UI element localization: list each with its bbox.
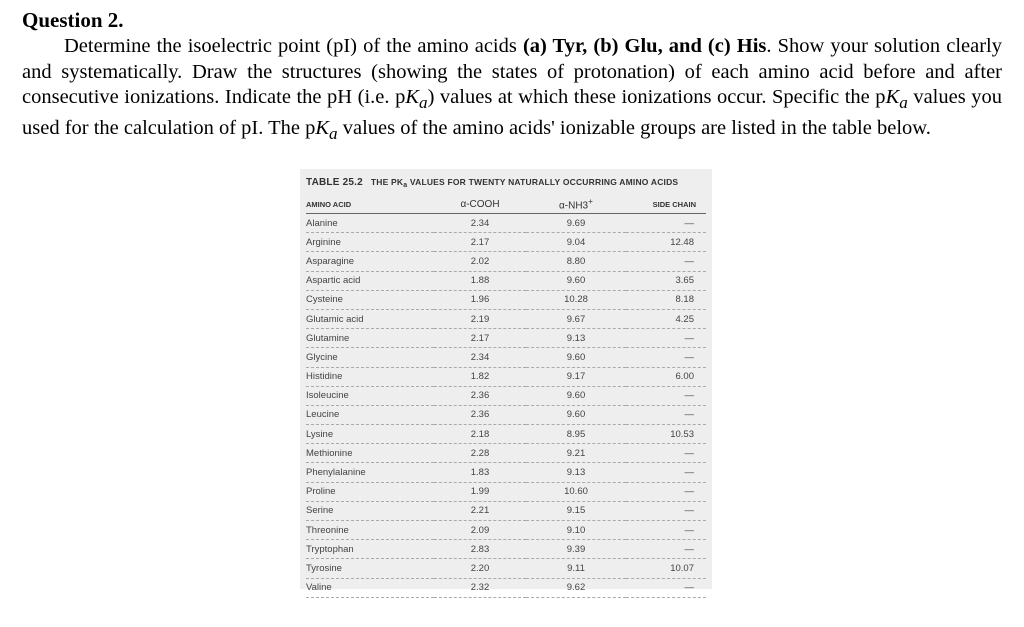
cell-nh3: 9.67 [526,309,626,328]
header-nh3-text: α-NH3 [559,200,589,212]
cell-cooh: 2.19 [434,309,526,328]
cell-side-chain: — [626,463,706,482]
cell-amino-acid: Proline [306,482,434,501]
cell-amino-acid: Tryptophan [306,540,434,559]
cell-nh3: 9.60 [526,348,626,367]
q-text-1: Determine the isoelectric point (pI) of the amino acids [64,35,523,57]
cell-side-chain: 10.07 [626,559,706,578]
cell-cooh: 2.02 [434,252,526,271]
cell-amino-acid: Cysteine [306,290,434,309]
cell-side-chain: — [626,386,706,405]
table-row [306,214,706,233]
cell-cooh: 2.20 [434,559,526,578]
cell-side-chain: — [626,578,706,597]
cell-cooh: 2.32 [434,578,526,597]
pka-table [306,195,706,598]
table-row [306,425,706,444]
cell-nh3: 9.15 [526,501,626,520]
cell-cooh: 2.18 [434,425,526,444]
cell-amino-acid: Glycine [306,348,434,367]
cell-cooh: 2.17 [434,329,526,348]
table-row [306,444,706,463]
table-row [306,501,706,520]
cell-cooh: 1.83 [434,463,526,482]
cell-side-chain: 10.53 [626,425,706,444]
cell-side-chain: — [626,540,706,559]
cell-side-chain: — [626,405,706,424]
table-header-row [306,195,706,214]
table-row [306,386,706,405]
cell-side-chain: — [626,444,706,463]
table-row [306,271,706,290]
q-text-3: ) values at which these ionizations occur. Specific the p [427,86,886,108]
cell-cooh: 2.28 [434,444,526,463]
table-row [306,367,706,386]
cell-nh3: 9.60 [526,271,626,290]
cell-cooh: 2.34 [434,348,526,367]
cell-amino-acid: Arginine [306,233,434,252]
cell-side-chain: 3.65 [626,271,706,290]
ka-subscript: a [419,93,428,113]
table-row [306,559,706,578]
cell-side-chain: — [626,521,706,540]
q-text-5: values of the amino acids' ionizable groups are listed in the table below. [337,116,931,139]
question-document [22,8,1002,146]
cell-nh3: 9.60 [526,386,626,405]
cell-amino-acid: Alanine [306,214,434,233]
cell-side-chain: — [626,252,706,271]
cell-side-chain: — [626,501,706,520]
table-row [306,290,706,309]
cell-side-chain: 4.25 [626,309,706,328]
cell-cooh: 2.21 [434,501,526,520]
cell-cooh: 2.83 [434,540,526,559]
cell-nh3: 10.60 [526,482,626,501]
question-title: Question 2. [22,8,124,32]
cell-cooh: 1.88 [434,271,526,290]
cell-cooh: 2.36 [434,386,526,405]
cell-amino-acid: Threonine [306,521,434,540]
header-side-chain: SIDE CHAIN [626,195,706,214]
table-caption [306,177,678,189]
cell-amino-acid: Histidine [306,367,434,386]
cell-amino-acid: Methionine [306,444,434,463]
cell-amino-acid: Asparagine [306,252,434,271]
table-row [306,405,706,424]
table-row [306,540,706,559]
cell-side-chain: 8.18 [626,290,706,309]
cell-side-chain: — [626,214,706,233]
cell-nh3: 8.80 [526,252,626,271]
ka-subscript: a [329,123,338,143]
cell-nh3: 8.95 [526,425,626,444]
table-title-post: VALUES FOR TWENTY NATURALLY OCCURRING AMINO ACIDS [407,177,679,187]
ka-symbol: K [315,116,330,139]
header-cooh: α-COOH [434,195,526,214]
header-nh3 [526,195,626,214]
header-amino-acid: AMINO ACID [306,195,434,214]
table-row [306,233,706,252]
cell-amino-acid: Glutamic acid [306,309,434,328]
cell-nh3: 9.69 [526,214,626,233]
table-row [306,578,706,597]
cell-side-chain: 12.48 [626,233,706,252]
table-number: TABLE 25.2 [306,177,363,188]
table-row [306,482,706,501]
cell-nh3: 9.60 [526,405,626,424]
cell-cooh: 1.82 [434,367,526,386]
table-row [306,252,706,271]
cell-nh3: 9.17 [526,367,626,386]
cell-amino-acid: Aspartic acid [306,271,434,290]
cell-side-chain: 6.00 [626,367,706,386]
table-row [306,348,706,367]
header-nh3-sup: + [588,196,593,207]
cell-amino-acid: Phenylalanine [306,463,434,482]
cell-side-chain: — [626,482,706,501]
cell-amino-acid: Lysine [306,425,434,444]
cell-nh3: 10.28 [526,290,626,309]
cell-side-chain: — [626,348,706,367]
cell-amino-acid: Tyrosine [306,559,434,578]
question-body [22,34,1002,146]
cell-amino-acid: Isoleucine [306,386,434,405]
q-amino-acids: (a) Tyr, (b) Glu, and (c) His [522,35,767,57]
cell-nh3: 9.13 [526,329,626,348]
table-body [306,214,706,598]
cell-amino-acid: Valine [306,578,434,597]
cell-nh3: 9.13 [526,463,626,482]
cell-nh3: 9.11 [526,559,626,578]
table-row [306,463,706,482]
cell-nh3: 9.21 [526,444,626,463]
cell-amino-acid: Serine [306,501,434,520]
cell-amino-acid: Glutamine [306,329,434,348]
cell-cooh: 2.36 [434,405,526,424]
cell-amino-acid: Leucine [306,405,434,424]
table-title-pre: THE PK [370,177,404,187]
ka-symbol: K [405,86,420,108]
cell-nh3: 9.10 [526,521,626,540]
cell-cooh: 1.96 [434,290,526,309]
cell-nh3: 9.39 [526,540,626,559]
table-row [306,329,706,348]
table-row [306,521,706,540]
ka-symbol: K [885,86,900,108]
ka-subscript: a [899,93,908,113]
pka-table-image [300,169,712,594]
cell-nh3: 9.04 [526,233,626,252]
cell-side-chain: — [626,329,706,348]
cell-cooh: 1.99 [434,482,526,501]
cell-cooh: 2.17 [434,233,526,252]
q-text-2: . Show your solution clearly and systematically. Draw the structures (showing the states of protonation) of each amino acid before and after consecutive ionizations. Indicate the pH (i.e. p [22,35,1002,108]
cell-nh3: 9.62 [526,578,626,597]
q-text-4: values you used for the calculation of pI. The p [22,86,1002,139]
cell-cooh: 2.09 [434,521,526,540]
table-row [306,309,706,328]
cell-cooh: 2.34 [434,214,526,233]
table-title-sub: a [403,182,408,189]
